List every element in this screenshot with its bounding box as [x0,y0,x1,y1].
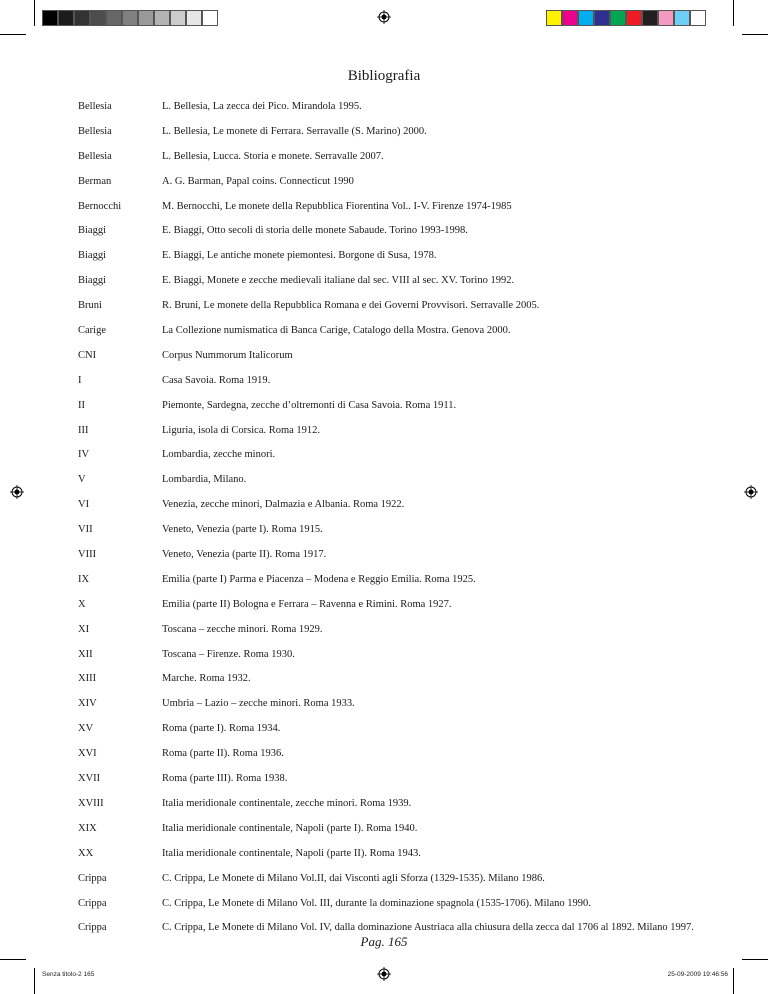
registration-mark-icon [10,485,24,499]
entry-key: IX [78,573,90,585]
entry-key: Biaggi [78,250,106,262]
bibliography-entry [78,822,698,835]
entry-reference: C. Crippa, Le Monete di Milano Vol.II, dai Visconti agli Sforza (1329-1535). Milano 1986. [162,872,545,884]
entry-reference: L. Bellesia, Le monete di Ferrara. Serravalle (S. Marino) 2000. [162,125,427,137]
gray-swatch [106,10,122,26]
entry-reference: La Collezione numismatica di Banca Carige, Catalogo della Mostra. Genova 2000. [162,325,511,337]
entry-reference: Roma (parte I). Roma 1934. [162,723,281,735]
gray-swatch [170,10,186,26]
entry-key: I [78,374,82,386]
entry-key: XVII [78,773,101,785]
slug-timestamp: 25-09-2009 19:46:56 [667,971,728,978]
bibliography-entry [78,374,698,387]
entry-key: Bellesia [78,125,112,137]
entry-reference: Emilia (parte I) Parma e Piacenza – Modena e Reggio Emilia. Roma 1925. [162,573,476,585]
entry-key: III [78,424,89,436]
bibliography-entry [78,672,698,685]
bibliography-entry [78,274,698,287]
entry-key: Bellesia [78,150,112,162]
entry-key: IV [78,449,90,461]
gray-swatch [138,10,154,26]
bibliography-entry [78,224,698,237]
gray-swatch [202,10,218,26]
crop-mark [742,34,768,35]
registration-mark-icon [377,967,391,981]
color-swatch [690,10,706,26]
bibliography-entry [78,349,698,362]
entry-reference: E. Biaggi, Le antiche monete piemontesi. Borgone di Susa, 1978. [162,250,437,262]
bibliography-entry [78,747,698,760]
bibliography-entry [78,523,698,536]
entry-reference: Italia meridionale continentale, zecche minori. Roma 1939. [162,797,412,809]
bibliography-entry [78,573,698,586]
entry-key: Bellesia [78,101,112,112]
entry-key: CNI [78,349,97,361]
entry-reference: A. G. Barman, Papal coins. Connecticut 1990 [162,175,354,187]
entry-key: XI [78,623,90,635]
entry-reference: C. Crippa, Le Monete di Milano Vol. IV, dalla dominazione Austriaca alla chiusura della zecca dal 1706 al 1892. Milano 1997. [162,922,694,934]
crop-mark [34,968,35,994]
entry-reference: Lombardia, Milano. [162,474,247,486]
entry-reference: Liguria, isola di Corsica. Roma 1912. [162,424,321,436]
bibliography-entry [78,772,698,785]
crop-mark [733,0,734,26]
bibliography-entry [78,797,698,810]
entry-reference: Veneto, Venezia (parte II). Roma 1917. [162,549,327,561]
entry-key: XV [78,723,94,735]
entry-key: Berman [78,175,112,187]
bibliography-entry [78,648,698,661]
entry-reference: Corpus Nummorum Italicorum [162,349,293,361]
slug-filename: Senza titolo-2 165 [42,971,95,978]
entry-key: XX [78,847,94,859]
entry-key: Bernocchi [78,200,122,212]
bibliography-entry [78,399,698,412]
bibliography-entry [78,623,698,636]
color-swatch [658,10,674,26]
bibliography-entry [78,249,698,262]
entry-reference: Lombardia, zecche minori. [162,449,276,461]
entry-reference: E. Biaggi, Monete e zecche medievali italiane dal sec. VIII al sec. XV. Torino 1992. [162,275,515,287]
entry-reference: L. Bellesia, La zecca dei Pico. Mirandola 1995. [162,101,362,112]
gray-swatch [186,10,202,26]
entry-reference: Piemonte, Sardegna, zecche d’oltremonti di Casa Savoia. Roma 1911. [162,399,457,411]
entry-key: XIV [78,698,97,710]
bibliography-entry [78,175,698,188]
entry-reference: Casa Savoia. Roma 1919. [162,374,271,386]
entry-reference: Venezia, zecche minori, Dalmazia e Albania. Roma 1922. [162,499,405,511]
gray-swatch [154,10,170,26]
gray-swatch [122,10,138,26]
registration-mark-icon [377,10,391,24]
bibliography-entry [78,872,698,885]
entry-reference: Italia meridionale continentale, Napoli (parte I). Roma 1940. [162,822,418,834]
entry-key: Crippa [78,922,107,934]
crop-mark [34,0,35,26]
crop-mark [742,959,768,960]
bibliography-entry [78,548,698,561]
page-title: Bibliografia [347,68,421,84]
entry-key: X [78,598,86,610]
entry-key: Biaggi [78,225,106,237]
entry-reference: Roma (parte III). Roma 1938. [162,773,288,785]
entry-reference: Roma (parte II). Roma 1936. [162,748,284,760]
entry-reference: Toscana – Firenze. Roma 1930. [162,648,295,660]
color-swatch [674,10,690,26]
entry-reference: Marche. Roma 1932. [162,673,251,685]
color-swatch [642,10,658,26]
gray-swatch [90,10,106,26]
color-swatch [578,10,594,26]
bibliography-entry [78,722,698,735]
entry-reference: M. Bernocchi, Le monete della Repubblica Fiorentina Vol.. I-V. Firenze 1974-1985 [162,200,512,212]
entry-key: XVI [78,748,97,760]
crop-mark [0,959,26,960]
color-swatch [626,10,642,26]
bibliography-entry [78,100,698,113]
entry-key: Bruni [78,300,102,312]
entry-key: V [78,474,86,486]
color-swatch [546,10,562,26]
entry-key: XIX [78,822,97,834]
bibliography-entry [78,921,698,934]
entry-reference: Emilia (parte II) Bologna e Ferrara – Ravenna e Rimini. Roma 1927. [162,598,452,610]
process-color-bar [546,10,706,26]
entry-reference: E. Biaggi, Otto secoli di storia delle monete Sabaude. Torino 1993-1998. [162,225,468,237]
bibliography-entry [78,598,698,611]
entry-key: XIII [78,673,97,685]
color-swatch [562,10,578,26]
entry-key: Biaggi [78,275,106,287]
crop-mark [0,34,26,35]
color-swatch [610,10,626,26]
bibliography-entry [78,150,698,163]
bibliography-entry [78,473,698,486]
bibliography-entry [78,200,698,213]
entry-reference: R. Bruni, Le monete della Repubblica Romana e dei Governi Provvisori. Serravalle 2005. [162,300,540,312]
entry-key: VII [78,524,93,536]
entry-reference: C. Crippa, Le Monete di Milano Vol. III, durante la dominazione spagnola (1535-1706). Milano 1990. [162,897,591,909]
bibliography-entry [78,424,698,437]
gray-swatch [74,10,90,26]
registration-mark-icon [744,485,758,499]
entry-reference: Umbria – Lazio – zecche minori. Roma 1933. [162,698,355,710]
entry-key: VI [78,499,90,511]
entry-key: XVIII [78,797,104,809]
bibliography-entry [78,847,698,860]
bibliography-entry [78,448,698,461]
color-swatch [594,10,610,26]
gray-swatch [58,10,74,26]
entry-key: Crippa [78,897,107,909]
bibliography-entry [78,125,698,138]
grayscale-color-bar [42,10,218,26]
bibliography-entry [78,697,698,710]
entry-key: Carige [78,325,106,337]
entry-reference: L. Bellesia, Lucca. Storia e monete. Serravalle 2007. [162,150,384,162]
entry-key: VIII [78,549,97,561]
entry-key: II [78,399,85,411]
bibliography-entry [78,299,698,312]
crop-mark [733,968,734,994]
page-number: Pag. 165 [360,934,408,949]
gray-swatch [42,10,58,26]
entry-key: Crippa [78,872,107,884]
entry-key: XII [78,648,93,660]
bibliography-list [78,100,698,946]
entry-reference: Veneto, Venezia (parte I). Roma 1915. [162,524,323,536]
bibliography-entry [78,897,698,910]
bibliography-entry [78,324,698,337]
entry-reference: Italia meridionale continentale, Napoli (parte II). Roma 1943. [162,847,421,859]
bibliography-entry [78,498,698,511]
entry-reference: Toscana – zecche minori. Roma 1929. [162,623,323,635]
